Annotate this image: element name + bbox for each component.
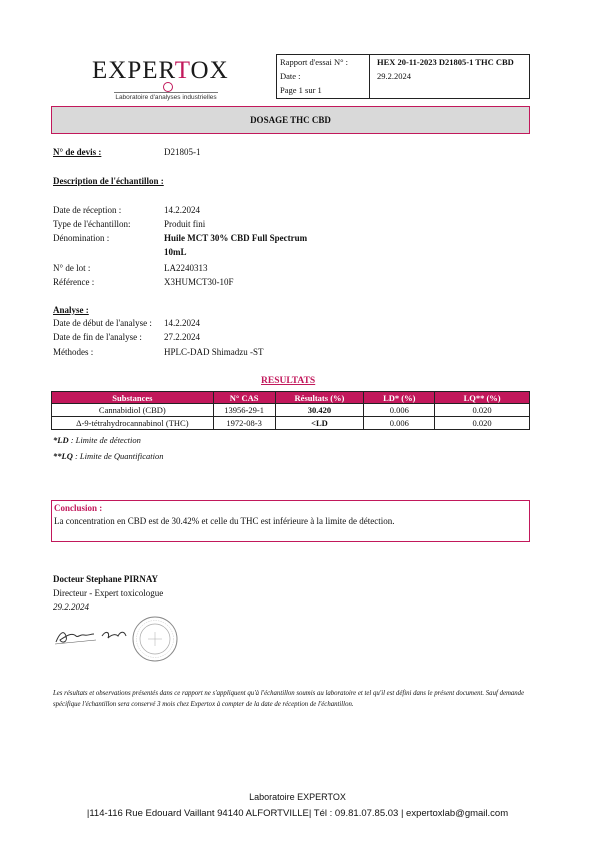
cell-lq: 0.020 xyxy=(435,404,530,417)
col-cas: N° CAS xyxy=(213,392,275,404)
analysis-heading: Analyse : xyxy=(53,305,89,315)
methods-value: HPLC-DAD Shimadzu -ST xyxy=(164,347,264,357)
sample-heading: Description de l'échantillon : xyxy=(53,176,164,186)
type-value: Produit fini xyxy=(164,219,206,229)
col-ld: LD* (%) xyxy=(364,392,435,404)
cell-cas: 1972-08-3 xyxy=(213,417,275,430)
report-number-label: Rapport d'essai N° : xyxy=(280,57,348,67)
denomination-value-1: Huile MCT 30% CBD Full Spectrum xyxy=(164,233,308,243)
document-title: DOSAGE THC CBD xyxy=(250,115,331,125)
logo-name-t: T xyxy=(174,57,191,84)
table-row xyxy=(52,417,530,430)
analysis-start-value: 14.2.2024 xyxy=(164,318,200,328)
cell-result: 30.420 xyxy=(275,404,364,417)
analysis-end-label: Date de fin de l'analyse : xyxy=(53,332,142,342)
results-heading: RESULTATS xyxy=(261,376,316,386)
conclusion-box xyxy=(51,500,530,542)
signatory-role: Directeur - Expert toxicologue xyxy=(53,588,164,598)
note-ld-text: : Limite de détection xyxy=(68,435,141,445)
logo-subtitle: Laboratoire d'analyses industrielles xyxy=(115,94,217,101)
lot-label: N° de lot : xyxy=(53,263,91,273)
reference-value: X3HUMCT30-10F xyxy=(164,277,234,287)
type-label: Type de l'échantillon: xyxy=(53,219,131,229)
analysis-start-label: Date de début de l'analyse : xyxy=(53,318,152,328)
col-results: Résultats (%) xyxy=(275,392,364,404)
denomination-value-2: 10mL xyxy=(164,247,187,257)
footer-lab-name: Laboratoire EXPERTOX xyxy=(249,792,346,802)
handwritten-signature xyxy=(52,622,132,648)
cell-ld: 0.006 xyxy=(364,404,435,417)
conclusion-title: Conclusion : xyxy=(54,503,103,513)
reference-label: Référence : xyxy=(53,277,95,287)
cell-ld: 0.006 xyxy=(364,417,435,430)
devis-label: N° de devis : xyxy=(53,147,102,157)
logo-name-post: OX xyxy=(190,57,229,84)
results-header-row xyxy=(52,392,530,404)
lot-value: LA2240313 xyxy=(164,263,208,273)
disclaimer-text: Les résultats et observations présentés dans ce rapport ne s'appliquent qu'à l'échantillon soumis au laboratoire et tel qu'il est défini dans le présent document. Sauf demande spécifique l'échantillon sera conservé 3 mois chez Expertox à compter de la date de réception de l'échantillon. xyxy=(53,690,525,708)
info-divider xyxy=(369,55,370,98)
analysis-end-value: 27.2.2024 xyxy=(164,332,200,342)
cell-substance: Δ-9-tétrahydrocannabinol (THC) xyxy=(52,417,214,430)
note-lq-text: : Limite de Quantification xyxy=(72,451,164,461)
official-stamp-icon xyxy=(131,615,179,663)
note-ld xyxy=(53,435,141,445)
document-title-bar xyxy=(51,106,530,134)
cell-substance: Cannabidiol (CBD) xyxy=(52,404,214,417)
logo-name-pre: EXPER xyxy=(92,57,175,84)
report-page-label: Page 1 sur 1 xyxy=(280,85,322,95)
col-lq: LQ** (%) xyxy=(435,392,530,404)
methods-label: Méthodes : xyxy=(53,347,94,357)
expertox-logo xyxy=(92,58,240,104)
cell-lq: 0.020 xyxy=(435,417,530,430)
reception-label: Date de réception : xyxy=(53,205,122,215)
note-lq xyxy=(53,451,164,461)
report-number-value: HEX 20-11-2023 D21805-1 THC CBD xyxy=(377,57,514,67)
signatory-name: Docteur Stephane PIRNAY xyxy=(53,574,159,584)
cell-result: <LD xyxy=(275,417,364,430)
cell-cas: 13956-29-1 xyxy=(213,404,275,417)
conclusion-text: La concentration en CBD est de 30.42% et celle du THC est inférieure à la limite de détection. xyxy=(54,516,395,526)
note-lq-key: **LQ xyxy=(53,451,73,461)
table-row xyxy=(52,404,530,417)
footer-address: |114-116 Rue Edouard Vaillant 94140 ALFORTVILLE| Tél : 09.81.07.85.03 | expertoxlab@gmail.com xyxy=(86,808,509,819)
note-ld-key: *LD xyxy=(53,435,69,445)
signatory-date: 29.2.2024 xyxy=(53,602,89,612)
col-substances: Substances xyxy=(52,392,214,404)
logo-circle-icon xyxy=(163,82,173,92)
report-date-value: 29.2.2024 xyxy=(377,71,411,81)
report-info-box xyxy=(276,54,530,99)
reception-value: 14.2.2024 xyxy=(164,205,200,215)
denomination-label: Dénomination : xyxy=(53,233,110,243)
results-table xyxy=(51,391,530,430)
devis-value: D21805-1 xyxy=(164,147,201,157)
report-date-label: Date : xyxy=(280,71,301,81)
